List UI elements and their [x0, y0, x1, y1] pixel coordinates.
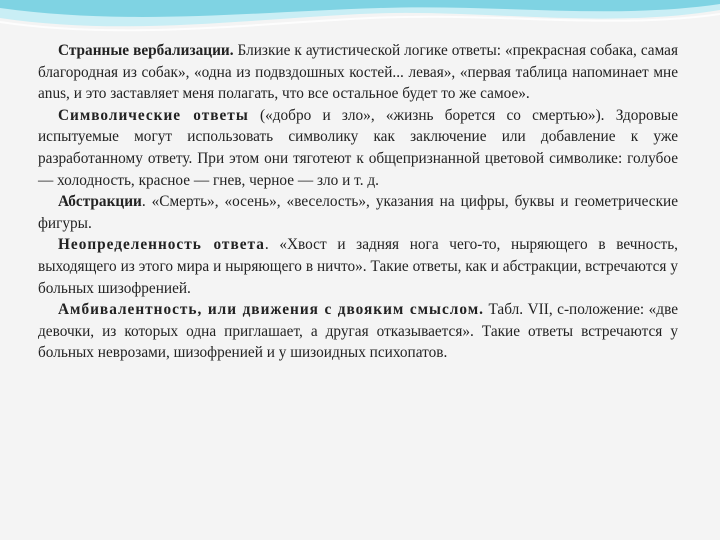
- paragraph-text: («добро и зло», «жизнь борется со смертью»). Здоровые испытуемые могут использовать символику как заключение или добавление к уже разработанному ответу. При этом они тяготеют к общепризнанной цветовой символике: голубое — холодность, красное — гнев, черное — зло и т. д.: [38, 106, 678, 189]
- paragraph-ambivalence: [38, 299, 678, 364]
- paragraph-text: . «Хвост и задняя нога чего-то, ныряющего в вечность, выходящего из этого мира и ныряющего в ничто». Такие ответы, как и абстракции, встречаются у больных шизофренией.: [38, 236, 678, 297]
- paragraph-indefiniteness: [38, 234, 678, 299]
- paragraph-abstractions: [38, 191, 678, 234]
- term-indefiniteness: Неопределенность ответа: [58, 236, 265, 254]
- paragraph-text: Близкие к аутистической логике ответы: «прекрасная собака, самая благородная из собак», «одна из подвздошных костей... левая», «первая таблица напоминает мне anus, и это заставляет меня полагать, что все остальное будет то же самое».: [38, 42, 678, 103]
- decorative-top-wave: [0, 0, 720, 40]
- paragraph-text: . «Смерть», «осень», «веселость», указания на цифры, буквы и геометрические фигуры.: [38, 193, 678, 232]
- paragraph-strange-verbalizations: [38, 40, 678, 105]
- paragraph-text: Табл. VII, с-положение: «две девочки, из которых одна приглашает, а другая отказывается». Такие ответы встречаются у больных неврозами, шизофренией и у шизоидных психопатов.: [38, 301, 678, 362]
- term-ambivalence: Амбивалентность, или движения с двояким смыслом.: [58, 301, 484, 319]
- term-strange-verbalizations: Странные вербализации.: [58, 42, 234, 59]
- document-body: [38, 40, 678, 364]
- paragraph-symbolic-answers: [38, 105, 678, 191]
- term-abstractions: Абстракции: [58, 193, 142, 211]
- term-symbolic-answers: Символические ответы: [58, 106, 249, 124]
